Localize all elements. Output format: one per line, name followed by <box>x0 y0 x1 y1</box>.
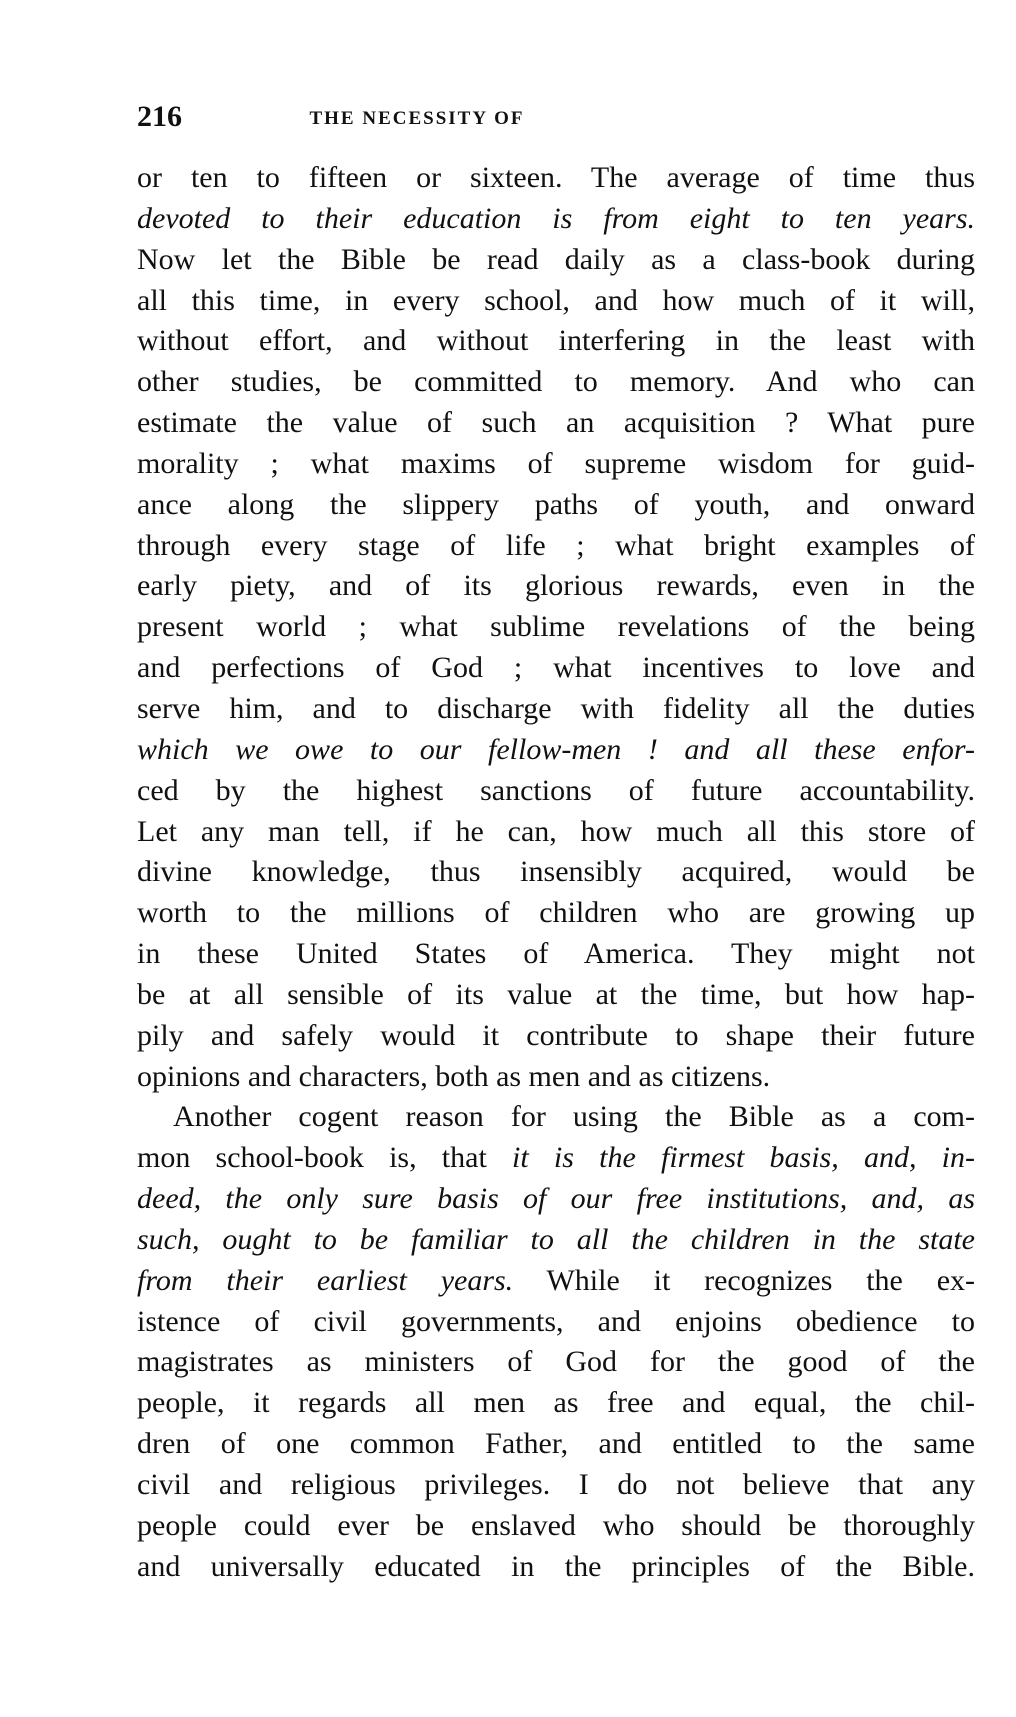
text-line <box>137 1506 975 1547</box>
text-line <box>137 1097 975 1138</box>
italic-text-segment: which we owe to our fellow-men ! and all these enfor- <box>137 732 975 766</box>
text-segment: dren of one common Father, and entitled to the same <box>137 1427 975 1461</box>
text-line <box>137 689 975 730</box>
text-segment: Let any man tell, if he can, how much all this store of <box>137 814 975 848</box>
text-segment: ance along the slippery paths of youth, and onward <box>137 487 975 521</box>
text-line <box>137 1424 975 1465</box>
text-line <box>137 1057 975 1098</box>
text-segment: present world ; what sublime revelations of the being <box>137 610 975 644</box>
italic-text-segment: such, ought to be familiar to all the children in the state <box>137 1222 975 1256</box>
text-segment: people could ever be enslaved who should be thoroughly <box>137 1508 975 1542</box>
text-segment: people, it regards all men as free and equal, the chil- <box>137 1386 975 1420</box>
text-segment: serve him, and to discharge with fidelity all the duties <box>137 691 975 725</box>
text-segment: and universally educated in the principles of the Bible. <box>137 1549 975 1583</box>
text-line <box>137 566 975 607</box>
italic-text-segment: deed, the only sure basis of our free institutions, and, as <box>137 1182 975 1216</box>
text-segment: and perfections of God ; what incentives to love and <box>137 651 975 685</box>
text-line <box>137 526 975 567</box>
italic-text-segment: from their earliest years. <box>137 1263 514 1297</box>
text-line <box>137 730 975 771</box>
text-line <box>137 1302 975 1343</box>
text-line <box>137 771 975 812</box>
italic-text-segment: devoted to their education is from eight to ten years. <box>137 201 975 235</box>
text-line <box>137 648 975 689</box>
text-segment: without effort, and without interfering in the least with <box>137 324 975 358</box>
text-line <box>137 934 975 975</box>
text-line <box>137 321 975 362</box>
text-line <box>137 607 975 648</box>
text-segment: Now let the Bible be read daily as a class-book during <box>137 242 975 276</box>
text-line <box>137 1465 975 1506</box>
text-line <box>137 199 975 240</box>
text-segment: magistrates as ministers of God for the good of the <box>137 1345 975 1379</box>
text-segment: morality ; what maxims of supreme wisdom for guid- <box>137 446 975 480</box>
text-segment: civil and religious privileges. I do not believe that any <box>137 1468 975 1501</box>
text-line <box>137 1016 975 1057</box>
text-line <box>137 281 975 322</box>
page-number: 216 <box>137 100 182 133</box>
text-segment: or ten to fifteen or sixteen. The average of time thus <box>137 161 975 194</box>
text-line <box>137 485 975 526</box>
text-segment: mon school-book is, that <box>137 1141 513 1175</box>
text-segment: in these United States of America. They might not <box>137 937 975 971</box>
text-line <box>137 240 975 281</box>
page-header <box>137 100 975 140</box>
text-line <box>137 975 975 1016</box>
text-line <box>137 812 975 853</box>
text-line <box>137 1179 975 1220</box>
text-line <box>137 444 975 485</box>
text-line <box>137 403 975 444</box>
text-segment: through every stage of life ; what bright examples of <box>137 528 975 562</box>
text-line <box>137 362 975 403</box>
text-segment: istence of civil governments, and enjoins obedience to <box>137 1304 975 1338</box>
text-line <box>137 1342 975 1383</box>
text-segment: worth to the millions of children who are growing up <box>137 896 975 930</box>
text-segment: opinions and characters, both as men and as citizens. <box>137 1059 771 1093</box>
text-segment: ced by the highest sanctions of future accountability. <box>137 773 975 807</box>
text-line <box>137 1138 975 1179</box>
text-line <box>137 1547 975 1588</box>
text-line <box>137 852 975 893</box>
text-line <box>137 1261 975 1302</box>
text-segment: While it recognizes the ex- <box>513 1263 975 1297</box>
text-line <box>137 893 975 934</box>
text-segment: all this time, in every school, and how much of it will, <box>137 283 975 317</box>
page-body-text <box>137 158 975 1588</box>
running-head: THE NECESSITY OF <box>309 108 525 129</box>
text-segment: pily and safely would it contribute to shape their future <box>137 1018 975 1052</box>
text-line <box>137 1220 975 1261</box>
text-segment: other studies, be committed to memory. And who can <box>137 365 975 399</box>
text-segment: divine knowledge, thus insensibly acquired, would be <box>137 855 975 889</box>
text-segment: be at all sensible of its value at the time, but how hap- <box>137 977 975 1011</box>
text-segment: estimate the value of such an acquisition ? What pure <box>137 406 975 440</box>
text-line <box>137 158 975 199</box>
text-segment: early piety, and of its glorious rewards, even in the <box>137 569 975 603</box>
text-line <box>137 1383 975 1424</box>
text-segment: Another cogent reason for using the Bible as a com- <box>173 1100 975 1134</box>
italic-text-segment: it is the firmest basis, and, in- <box>512 1141 975 1175</box>
